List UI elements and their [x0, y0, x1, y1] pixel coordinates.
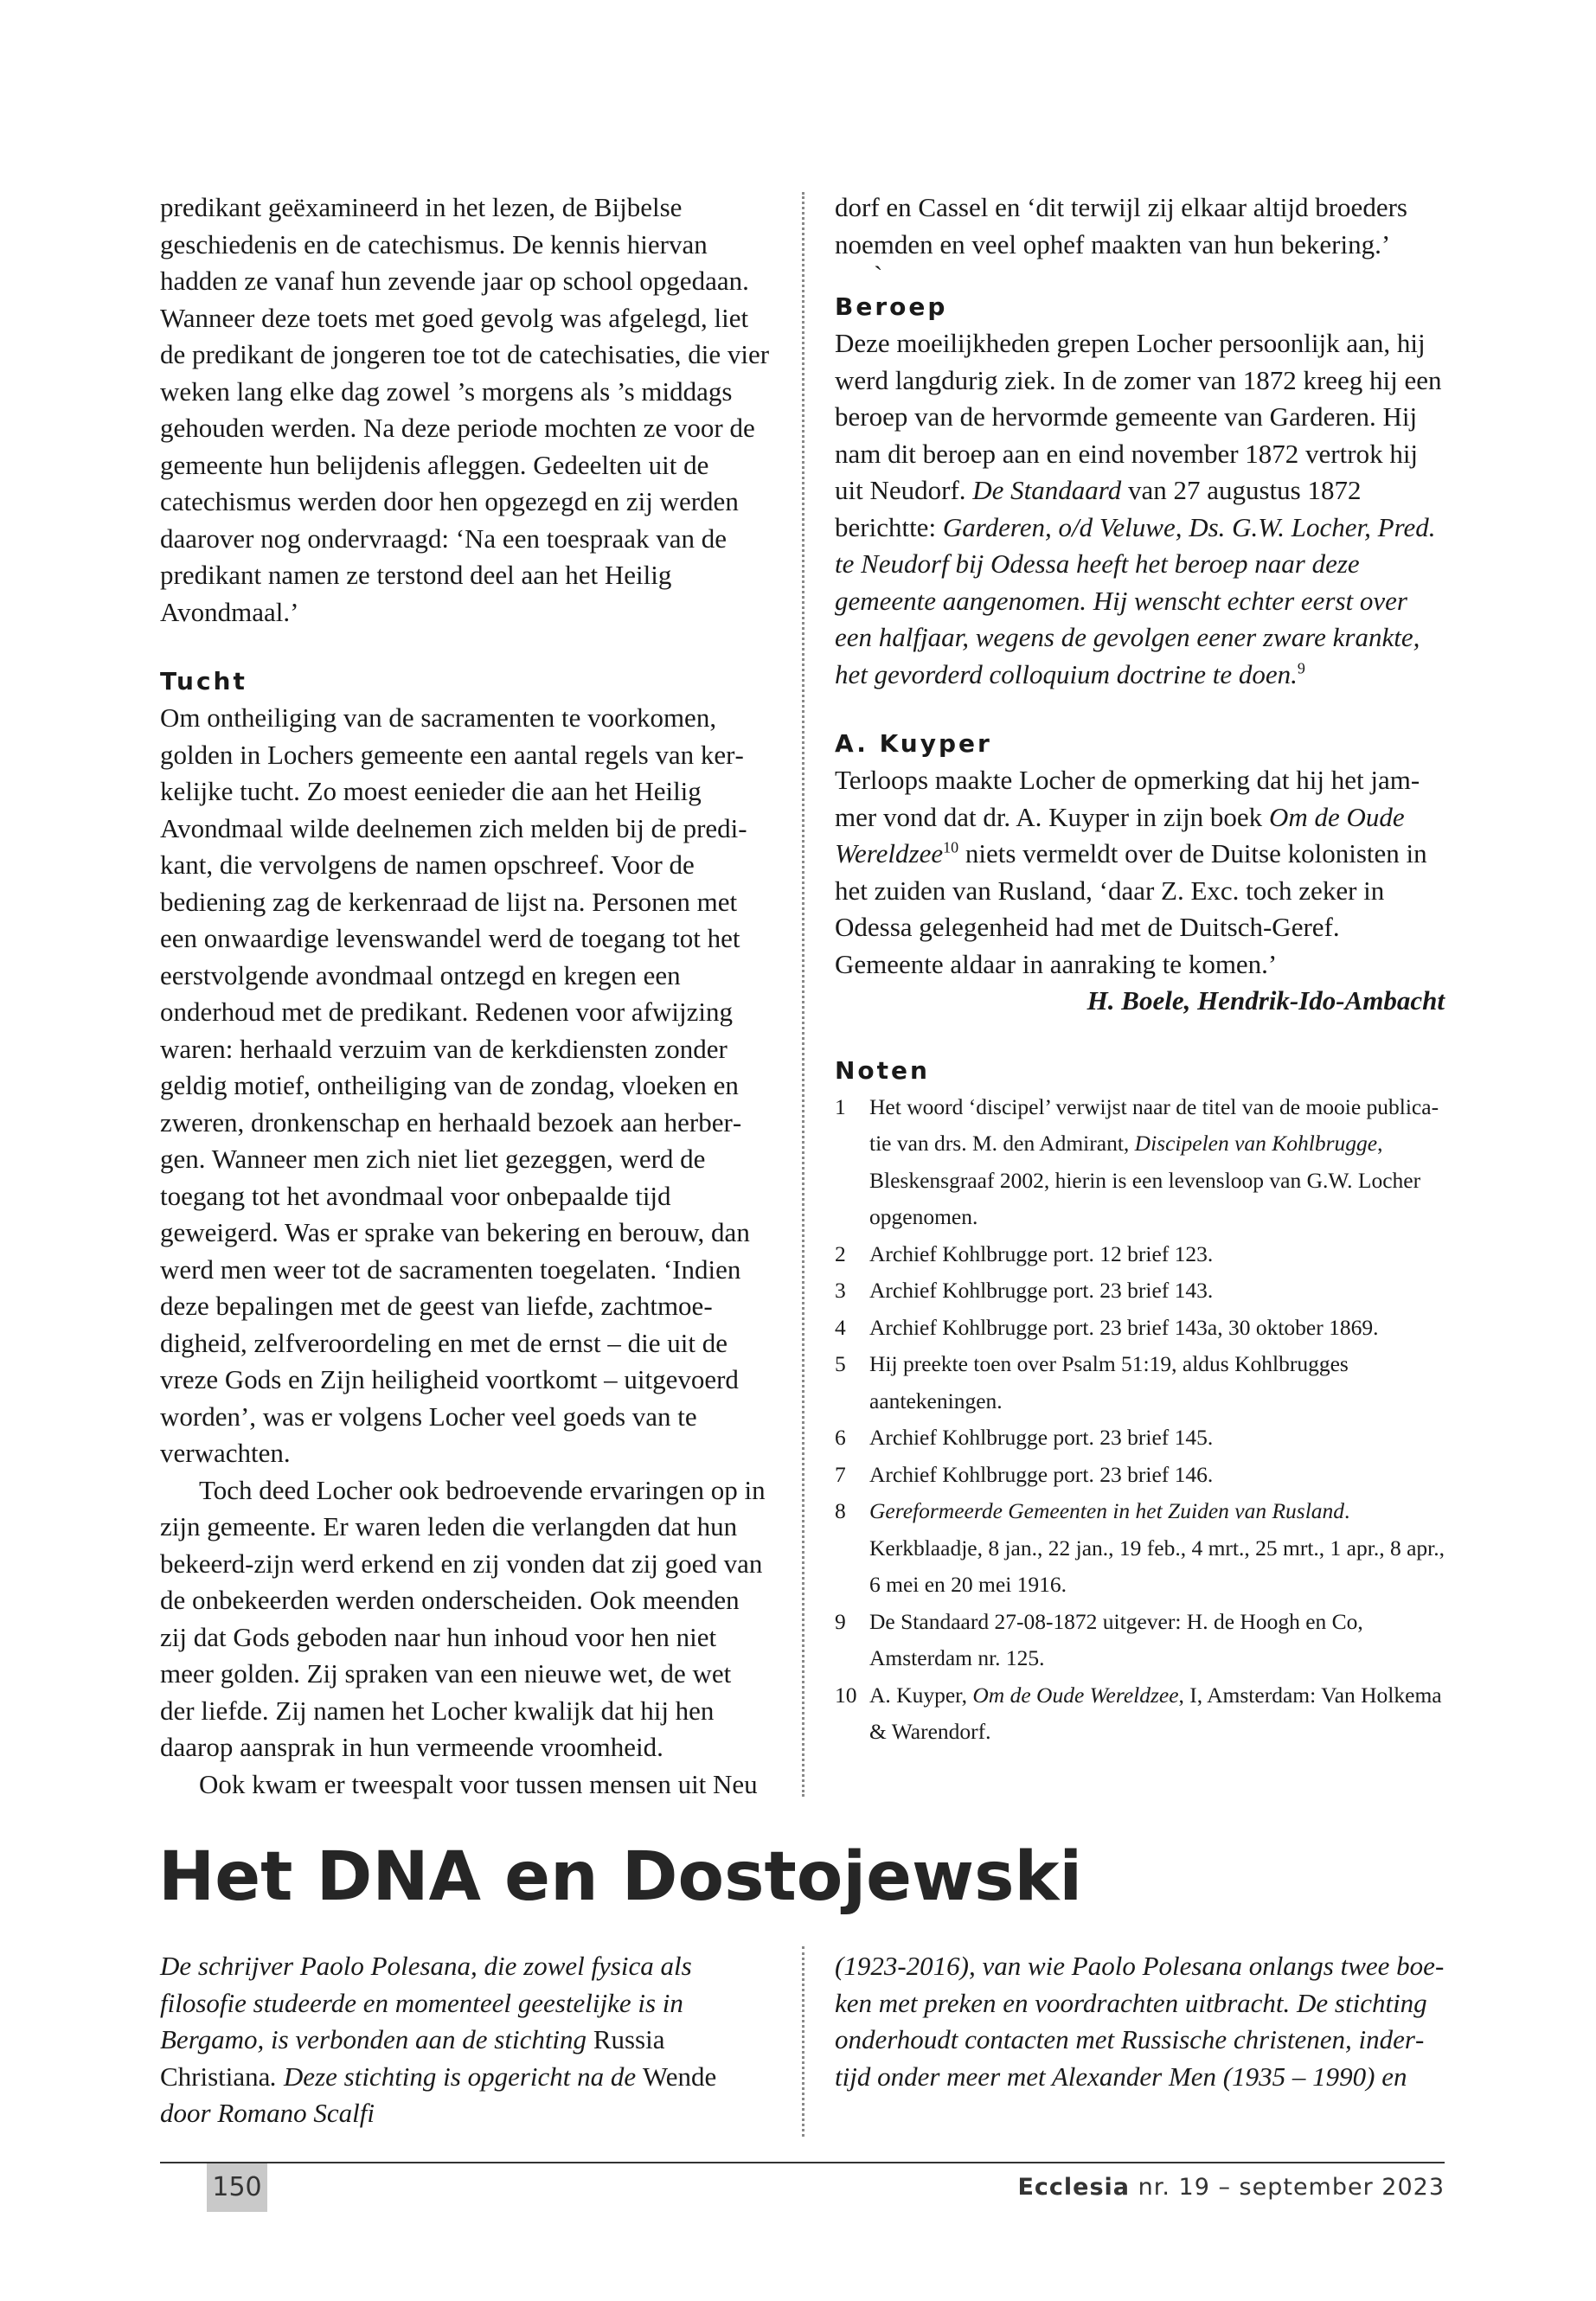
- note-pre: Archief Kohlbrugge port. 23 brief 145.: [869, 1425, 1214, 1450]
- footnote-ref-10: 10: [943, 838, 959, 856]
- intro-text-a: De schrijver Paolo Polesana, die zowel fysica als filosofie studeerde en momenteel geestelijke is in Bergamo, is verbonden aan de stichting: [160, 1951, 692, 2054]
- heading-beroep: Beroep: [835, 292, 948, 321]
- note-number: 5: [835, 1351, 846, 1376]
- note-number: 10: [835, 1682, 857, 1708]
- paragraph-catechisatie: predikant geëxamineerd in het lezen, de Bijbelse geschiedenis en de catechismus. De kennis hiervan hadden ze vanaf hun zevende jaar op school opgedaan. Wanneer deze toets met goed gevolg was afgelegd, liet de predikant de jongeren toe tot de catechisaties, die vier weken lang elke dag zowel ’s morgens als ’s middags gehouden werden. Na deze periode mochten ze voor de gemeente hun belijdenis afleggen. Gedeelten uit de catechismus werden door hen opgezegd en zij werden daarover nog ondervraagd: ‘Na een toespraak van de predikant namen ze terstond deel aan het Heilig Avondmaal.’: [160, 192, 770, 627]
- note-pre: Archief Kohlbrugge port. 12 brief 123.: [869, 1240, 1214, 1266]
- note-post: . Kerkblaadje, 8 jan., 22 jan., 19 feb., 4 mrt., 25 mrt., 1 apr., 8 apr., 6 mei en 20 mei 1916.: [869, 1498, 1445, 1597]
- note-it: Discipelen van Kohlbrugge: [1134, 1131, 1378, 1156]
- intro-text-c: door Romano Scalfi: [160, 2098, 375, 2128]
- note-pre: Hij preekte toen over Psalm 51:19, aldus Kohlbrugges aantekeningen.: [869, 1351, 1349, 1413]
- paragraph-tweespalt: Ook kwam er tweespalt voor tussen mensen uit Neu: [199, 1768, 758, 1799]
- book-title: Om de Oude Wereldzee: [835, 801, 1405, 868]
- note-number: 1: [835, 1093, 846, 1119]
- paragraph-bedroevende-ervaringen: Toch deed Locher ook bedroevende ervaringen op in zijn gemeente. Er waren leden die verlangden dat hun bekeerd-zijn werd erkend en zij vonden dat zij goed van de onbekeerden werden onderscheiden. Ook meenden zij dat Gods geboden naar hun inhoud voor hen niet meer golden. Zij spraken van een nieuwe wet, de wet der liefde. Zij namen het Locher kwalijk dat hij hen daarop aansprak in hun vermeende vroomheid.: [160, 1474, 766, 1762]
- newspaper-title: De Standaard: [972, 475, 1122, 505]
- journal-issue: nr. 19 – september 2023: [1130, 2174, 1445, 2201]
- note-number: 4: [835, 1314, 846, 1340]
- note-number: 9: [835, 1608, 846, 1634]
- kuyper-text-b: niets vermeldt over de Duitse kolonisten in het zuiden van Rusland, ‘daar Z. Exc. toch zeker in Odessa gelegenheid had met de Duitsch-Geref. Gemeente aldaar in aanraking te komen.’: [835, 838, 1427, 979]
- note-item: [835, 1236, 1445, 1273]
- heading-noten: Noten: [835, 1055, 930, 1085]
- note-pre: De Standaard 27-08-1872 uitgever: H. de Hoogh en Co, Amsterdam nr. 125.: [869, 1608, 1363, 1670]
- intro-column-divider: [802, 1946, 804, 2137]
- note-it: Gereformeerde Gemeenten in het Zuiden van Rusland: [869, 1498, 1345, 1523]
- note-item: [835, 1604, 1445, 1677]
- note-number: 7: [835, 1461, 846, 1487]
- note-post: , I, Amsterdam: Van Holkema & Warendorf.: [869, 1682, 1442, 1744]
- author-signature: H. Boele, Hendrik-Ido-Ambacht: [1086, 985, 1445, 1016]
- note-text: [869, 1420, 1445, 1457]
- note-text: [869, 1604, 1445, 1677]
- note-text: [869, 1236, 1445, 1273]
- note-pre: Archief Kohlbrugge port. 23 brief 143a, 30 oktober 1869.: [869, 1314, 1379, 1340]
- heading-tucht: Tucht: [160, 667, 247, 695]
- note-pre: Het woord ‘discipel’ verwijst naar de titel van de mooie publicatie van drs. M. den Admirant,: [869, 1093, 1439, 1156]
- page-number: 150: [207, 2163, 267, 2212]
- heading-kuyper: A. Kuyper: [835, 729, 992, 758]
- journal-name: Ecclesia: [1017, 2174, 1131, 2201]
- column-divider: [802, 192, 804, 1797]
- stray-mark: `: [874, 260, 883, 291]
- right-column: [835, 189, 1445, 1751]
- footnote-ref-9: 9: [1297, 659, 1305, 677]
- paragraph-tucht: Om ontheiliging van de sacramenten te voorkomen, golden in Lochers gemeente een aantal regels van kerkelijke tucht. Zo moest eenieder die aan het Heilig Avondmaal wilde deelnemen zich melden bij de predikant, die vervolgens de namen opschreef. Voor de bediening zag de kerkenraad de lijst na. Personen met een onwaardige levenswandel werd de toegang tot het eerstvolgende avondmaal ontzegd en kregen een onderhoud met de predikant. Redenen voor afwijzing waren: herhaald verzuim van de kerkdiensten zonder geldig motief, ontheiliging van de zondag, vloeken en zweren, dronkenschap en herhaald bezoek aan herbergen. Wanneer men zich niet liet gezeggen, werd de toegang tot het avondmaal voor onbepaalde tijd geweigerd. Was er sprake van bekering en berouw, dan werd men weer tot de sacramenten toegelaten. ‘Indien deze bepalingen met de geest van liefde, zachtmoedigheid, zelfveroordeling en met de ernst – die uit de vreze Gods en Zijn heiligheid voortkomt – uitgevoerd worden’, was er volgens Locher veel goeds van te verwachten.: [160, 702, 750, 1468]
- note-pre: Archief Kohlbrugge port. 23 brief 143.: [869, 1278, 1214, 1303]
- note-text: [869, 1310, 1445, 1347]
- wende-term: Wende: [642, 2061, 717, 2092]
- article-title: Het DNA en Dostojewski: [158, 1838, 1083, 1916]
- note-item: [835, 1493, 1445, 1604]
- note-item: [835, 1677, 1445, 1751]
- note-text: [869, 1346, 1445, 1420]
- footer-journal: [1017, 2163, 1445, 2212]
- note-pre: Archief Kohlbrugge port. 23 brief 146.: [869, 1461, 1214, 1487]
- note-post: , Bleskensgraaf 2002, hierin is een levensloop van G.W. Locher opgenomen.: [869, 1131, 1421, 1229]
- newspaper-quote: Garderen, o/d Veluwe, Ds. G.W. Locher, Pred. te Neudorf bij Odessa heeft het beroep naar deze gemeente aangenomen. Hij wenscht echter eerst over een halfjaar, wegens de gevolgen eener zware krankte, het gevorderd colloquium doctrine te doen.: [835, 511, 1436, 689]
- note-number: 2: [835, 1240, 846, 1266]
- note-item: [835, 1272, 1445, 1310]
- paragraph-kuyper: [835, 762, 1445, 983]
- note-item: [835, 1346, 1445, 1420]
- org-name: Russia Christiana: [160, 2024, 665, 2092]
- note-pre: A. Kuyper,: [869, 1682, 973, 1708]
- intro-left: [160, 1948, 770, 2132]
- beroep-text-a: Deze moeilijkheden grepen Locher persoonlijk aan, hij werd langdurig ziek. In de zomer van 1872 kreeg hij een beroep van de hervormde gemeente van Garderen. Hij nam dit beroep aan en eind november 1872 vertrok hij uit Neudorf.: [835, 328, 1442, 505]
- intro-right: (1923-2016), van wie Paolo Polesana onlangs twee boeken met preken en voordrachten uitbracht. De stichting onderhoudt contacten met Russische christenen, indertijd onder meer met Alexander Men (1935 – 1990) en: [835, 1951, 1445, 2092]
- intro-text-b: . Deze stichting is opgericht na de: [270, 2061, 643, 2092]
- kuyper-text-a: Terloops maakte Locher de opmerking dat hij het jammer vond dat dr. A. Kuyper in zijn boek: [835, 765, 1420, 832]
- note-text: [869, 1089, 1445, 1236]
- note-item: [835, 1457, 1445, 1494]
- paragraph-neudorf-cassel: dorf en Cassel en ‘dit terwijl zij elkaar altijd broeders noemden en veel ophef maakten van hun bekering.’: [835, 192, 1407, 260]
- note-item: [835, 1420, 1445, 1457]
- note-it: Om de Oude Wereldzee: [972, 1682, 1179, 1708]
- notes-list: [835, 1089, 1445, 1751]
- note-number: 8: [835, 1498, 846, 1523]
- note-text: [869, 1493, 1445, 1604]
- paragraph-beroep: [835, 325, 1445, 693]
- beroep-text-b: van 27 augustus 1872 berichtte:: [835, 475, 1362, 542]
- left-column: [160, 189, 770, 1803]
- note-item: [835, 1089, 1445, 1236]
- note-text: [869, 1457, 1445, 1494]
- note-text: [869, 1272, 1445, 1310]
- note-number: 3: [835, 1278, 846, 1303]
- note-text: [869, 1677, 1445, 1751]
- note-number: 6: [835, 1425, 846, 1450]
- note-item: [835, 1310, 1445, 1347]
